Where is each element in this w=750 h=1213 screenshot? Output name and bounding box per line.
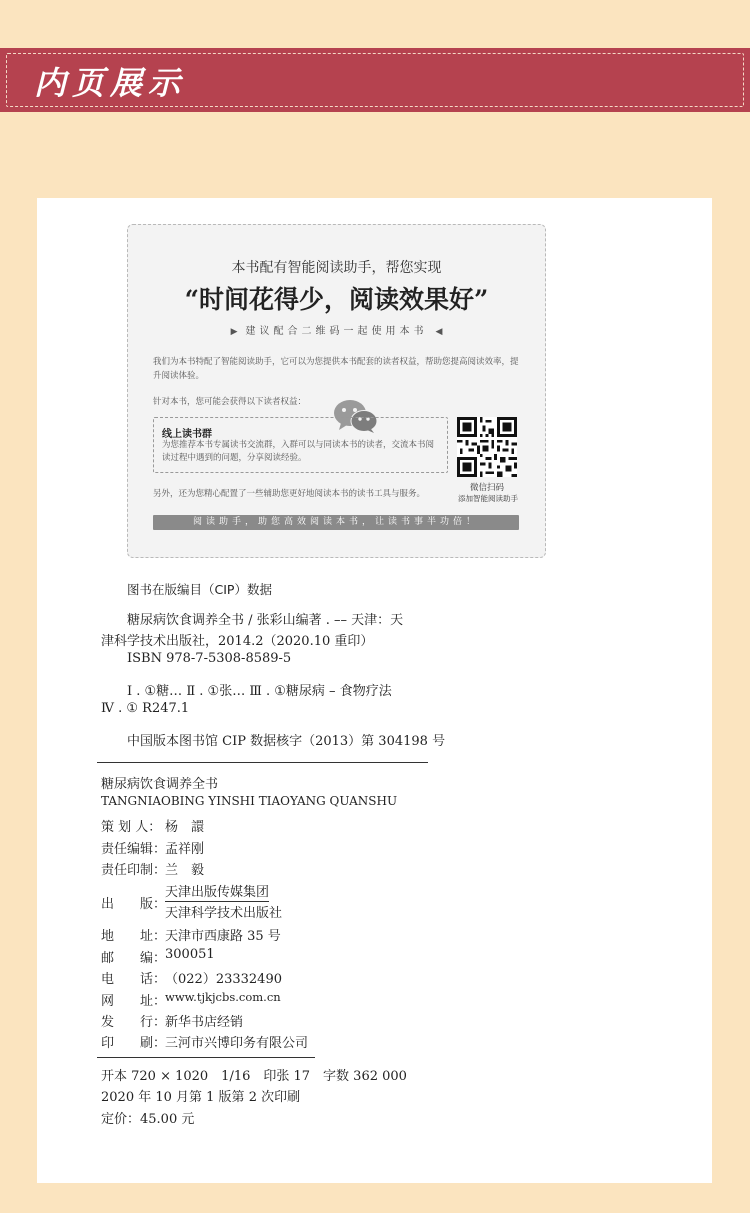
website-value: www.tjkjcbs.com.cn: [165, 990, 281, 1004]
cip-classification: Ⅳ . ① R247.1: [101, 701, 190, 716]
publisher-label: 出 版：: [101, 897, 167, 912]
editor-label: 责任编辑：: [101, 842, 167, 857]
editor-value: 孟祥刚: [165, 842, 205, 857]
book-title-pinyin: TANGNIAOBING YINSHI TIAOYANG QUANSHU: [101, 794, 398, 808]
book-title-cn: 糖尿病饮食调养全书: [101, 777, 219, 792]
printer-value: 兰 毅: [165, 863, 205, 878]
promo-benefits-intro: 针对本书，您可能会获得以下读者权益：: [153, 397, 307, 407]
printer-label: 责任印制：: [101, 863, 167, 878]
address-value: 天津市西康路 35 号: [165, 929, 281, 944]
publisher-house: 天津科学技术出版社: [165, 906, 283, 921]
banner-title: 内页展示: [34, 64, 187, 102]
divider: [97, 1057, 315, 1058]
promo-extra-services: 另外，还为您精心配置了一些辅助您更好地阅读本书的读书工具与服务。: [153, 489, 426, 499]
promo-intro: 本书配有智能阅读助手，帮您实现: [231, 260, 442, 276]
cip-line: 津科学技术出版社，2014.2（2020.10 重印）: [101, 634, 374, 649]
divider: [97, 762, 428, 763]
book-page: [37, 198, 712, 1183]
cip-line: 糖尿病饮食调养全书 / 张彩山编著 . –– 天津：天: [127, 613, 404, 628]
format-info: 开本 720 × 1020 1/16 印张 17 字数 362 000: [101, 1069, 407, 1084]
cip-classification: Ⅰ . ①糖… Ⅱ . ①张… Ⅲ . ①糖尿病 – 食物疗法: [127, 684, 392, 699]
reading-assistant-box: [127, 224, 546, 558]
printing-value: 三河市兴博印务有限公司: [165, 1036, 309, 1051]
address-label: 地 址：: [101, 929, 167, 944]
group-description: 为您推荐本书专属读书交流群，入群可以与同读本书的读者，交流本书阅读过程中遇到的问题，分享阅读经验。: [162, 440, 435, 463]
triangle-left-icon: ◀: [435, 327, 443, 337]
price-info: 定价：45.00 元: [101, 1112, 195, 1127]
qr-caption: 微信扫码: [469, 483, 504, 493]
promo-paragraph: 我们为本书特配了智能阅读助手，它可以为您提供本书配套的读者权益，帮助您提高阅读效率，提升阅读体验。: [153, 357, 519, 381]
planner-value: 杨 譞: [165, 820, 205, 835]
publisher-group: 天津出版传媒集团: [165, 881, 269, 902]
planner-label: 策 划 人：: [101, 820, 162, 835]
cip-heading: 图书在版编目（CIP）数据: [127, 582, 272, 597]
promo-slogan-bar: 阅读助手，助您高效阅读本书，让读书事半功倍！: [153, 515, 519, 530]
website-label: 网 址：: [101, 994, 167, 1009]
cip-approval-number: 中国版本图书馆 CIP 数据核字（2013）第 304198 号: [127, 734, 446, 749]
printing-label: 印 刷：: [101, 1036, 167, 1051]
postcode-label: 邮 编：: [101, 951, 167, 966]
phone-value: （022）23332490: [165, 972, 282, 987]
cip-isbn: ISBN 978-7-5308-8589-5: [127, 651, 292, 666]
distribution-label: 发 行：: [101, 1015, 167, 1030]
promo-slogan: “时间花得少，阅读效果好”: [184, 285, 489, 314]
group-title: 线上读书群: [162, 429, 212, 440]
edition-info: 2020 年 10 月第 1 版第 2 次印刷: [101, 1090, 301, 1105]
online-reading-group-box: [153, 417, 448, 473]
qr-subcaption: 添加智能阅读助手: [458, 494, 518, 503]
qr-code-icon[interactable]: [457, 417, 517, 477]
postcode-value: 300051: [165, 947, 215, 962]
promo-suggestion: [128, 322, 545, 337]
triangle-right-icon: ▶: [230, 327, 238, 337]
phone-label: 电 话：: [101, 972, 167, 987]
promo-suggestion-text: 建议配合二维码一起使用本书: [245, 326, 428, 337]
section-banner: [0, 48, 750, 112]
distribution-value: 新华书店经销: [165, 1015, 244, 1030]
